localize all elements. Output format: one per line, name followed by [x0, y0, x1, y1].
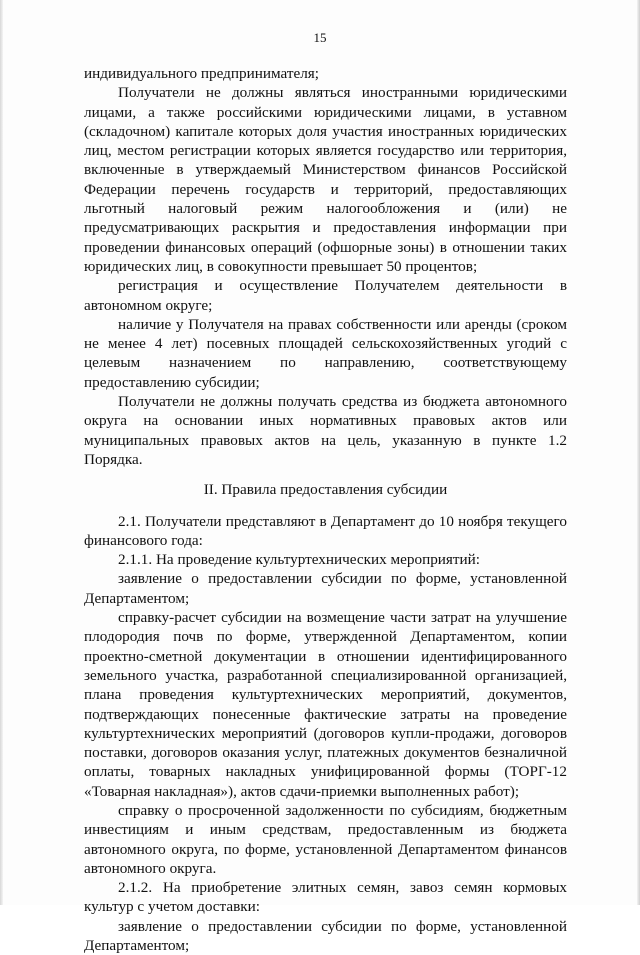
- paragraph-debt-certificate: справку о просроченной задолженности по субсидиям, бюджетным инвестициям и иным средствам, предоставленным из бюджета автономного округа, по форме, установленной Департаментом финансов автономного округа.: [84, 801, 567, 877]
- paragraph-no-other-funds: Получатели не должны получать средства из бюджета автономного округа на основании иных нормативных правовых актов или муниципальных правовых актов на цель, указанную в пункте 1.2 Порядка.: [84, 393, 567, 468]
- paragraph-registration: регистрация и осуществление Получателем деятельности в автономном округе;: [84, 277, 567, 314]
- page-number: 15: [313, 30, 327, 45]
- paragraph-2-1-2: 2.1.2. На приобретение элитных семян, завоз семян кормовых культур с учетом доставки:: [84, 879, 567, 916]
- scan-edge-left: [0, 0, 3, 905]
- paragraph-land-ownership: наличие у Получателя на правах собственности или аренды (сроком не менее 4 лет) посевных площадей сельскохозяйственных угодий с целевым назначением по направлению, соответствующему предоставлению субсидии;: [84, 315, 567, 391]
- paragraph-calculation-certificate: справку-расчет субсидии на возмещение части затрат на улучшение плодородия почв по форме, утвержденной Департаментом, копии проектно-сметной документации в отношении идентифицированного земельного участка, разработанной специализированной организацией, плана проведения культуртехнических мероприятий, документов, подтверждающих понесенные фактические затраты на проведение культуртехнических мероприятий (договоров купли-продажи, договоров поставки, договоров оказания услуг, платежных документов безналичной оплаты, товарных накладных унифицированной формы (ТОРГ-12 «Товарная накладная»), актов сдачи-приемки выполненных работ);: [84, 609, 567, 800]
- paragraph-2-1: 2.1. Получатели представляют в Департамент до 10 ноября текущего финансового года:: [84, 512, 567, 549]
- paragraph-application-1: заявление о предоставлении субсидии по форме, установленной Департаментом;: [84, 570, 567, 607]
- document-body: [84, 64, 567, 955]
- paragraph-continuation: индивидуального предпринимателя;: [84, 65, 319, 82]
- paragraph-2-1-1: 2.1.1. На проведение культуртехнических мероприятий:: [118, 551, 481, 569]
- paragraph-foreign-entities: Получатели не должны являться иностранными юридическими лицами, а также российскими юридическими лицами, в уставном (складочном) капитале которых доля участия иностранных юридических лиц, местом регистрации которых является государство или территория, включенные в утверждаемый Министерством финансов Российской Федерации перечень государств и территорий, предоставляющих льготный налоговый режим налогообложения и (или) не предусматривающих раскрытия и предоставления информации при проведении финансовых операций (офшорные зоны) в отношении таких юридических лиц, в совокупности превышает 50 процентов;: [84, 84, 567, 275]
- section-heading: II. Правила предоставления субсидии: [203, 481, 448, 499]
- paragraph-application-2: заявление о предоставлении субсидии по форме, установленной Департаментом;: [84, 917, 567, 955]
